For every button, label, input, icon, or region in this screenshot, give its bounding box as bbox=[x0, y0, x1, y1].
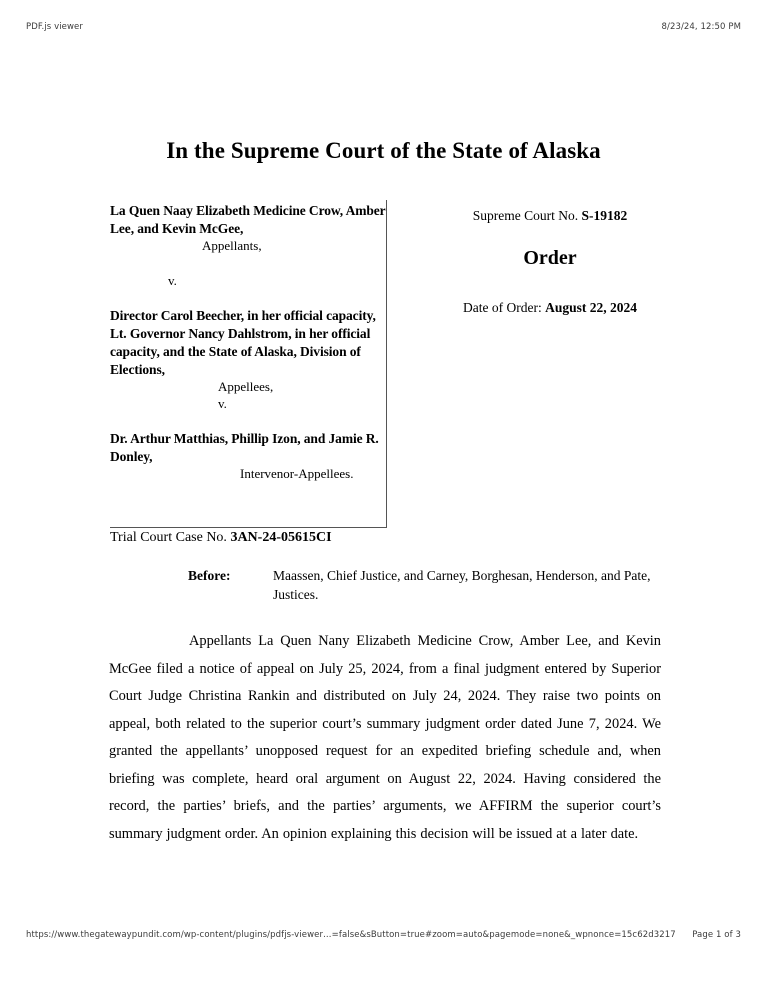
caption-spacer bbox=[110, 412, 387, 430]
versus-second: v. bbox=[218, 395, 227, 411]
order-heading: Order bbox=[523, 247, 577, 269]
appellants-role: Appellants, bbox=[202, 237, 262, 253]
date-of-order-label: Date of Order: bbox=[463, 300, 542, 315]
intervenors-names: Dr. Arthur Matthias, Phillip Izon, and Jamie R. Donley, bbox=[110, 431, 379, 465]
order-body-paragraph: Appellants La Quen Nany Elizabeth Medicine Crow, Amber Lee, and Kevin McGee filed a notice of appeal on July 25, 2024, from a final judgment entered by Superior Court Judge Christina Rankin and distributed on July 24, 2024. They raise two points on appeal, both related to the superior court’s summary judgment order dated June 7, 2024. We granted the appellants’ unopposed request for an expedited briefing schedule and, when briefing was complete, heard oral argument on August 22, 2024. Having considered the record, the parties’ briefs, and the parties’ arguments, we AFFIRM the superior court’s summary judgment order. An opinion explaining this decision will be issued at a later date. bbox=[109, 633, 661, 842]
source-url: https://www.thegatewaypundit.com/wp-content/plugins/pdfjs-viewer…=false&sButton=true#zoom=auto&pagemode=none&_wpnonce=15c62d3217 bbox=[26, 930, 676, 940]
case-caption bbox=[110, 202, 387, 483]
caption-right-column bbox=[400, 208, 700, 316]
viewer-title: PDF.js viewer bbox=[26, 22, 83, 32]
versus-first: v. bbox=[168, 272, 177, 288]
supreme-court-label: Supreme Court No. bbox=[472, 208, 579, 223]
intervenors-role: Intervenor-Appellees. bbox=[240, 466, 354, 482]
caption-spacer bbox=[110, 289, 387, 307]
trial-court-case bbox=[110, 530, 332, 546]
supreme-court-number: S-19182 bbox=[581, 208, 628, 223]
before-block bbox=[188, 566, 668, 604]
caption-spacer bbox=[110, 255, 387, 273]
supreme-court-number-line bbox=[400, 208, 700, 224]
page-number: Page 1 of 3 bbox=[692, 930, 741, 940]
date-of-order-line bbox=[400, 300, 700, 316]
before-label: Before: bbox=[188, 568, 231, 583]
appellants-names: La Quen Naay Elizabeth Medicine Crow, Amber Lee, and Kevin McGee, bbox=[110, 203, 386, 236]
print-timestamp: 8/23/24, 12:50 PM bbox=[661, 22, 741, 32]
trial-court-number: 3AN-24-05615CI bbox=[230, 530, 332, 545]
justices-list: Maassen, Chief Justice, and Carney, Borghesan, Henderson, and Pate, Justices. bbox=[273, 568, 651, 603]
caption-bottom-rule bbox=[110, 527, 387, 528]
page-title: In the Supreme Court of the State of Alaska bbox=[166, 138, 601, 163]
appellees-role: Appellees, bbox=[218, 378, 274, 394]
trial-court-label: Trial Court Case No. bbox=[110, 530, 227, 545]
appellees-names: Director Carol Beecher, in her official capacity, Lt. Governor Nancy Dahlstrom, in her official capacity, and the State of Alaska, Division of Elections, bbox=[110, 308, 376, 377]
date-of-order-value: August 22, 2024 bbox=[545, 300, 637, 315]
caption-vertical-rule bbox=[386, 200, 387, 528]
